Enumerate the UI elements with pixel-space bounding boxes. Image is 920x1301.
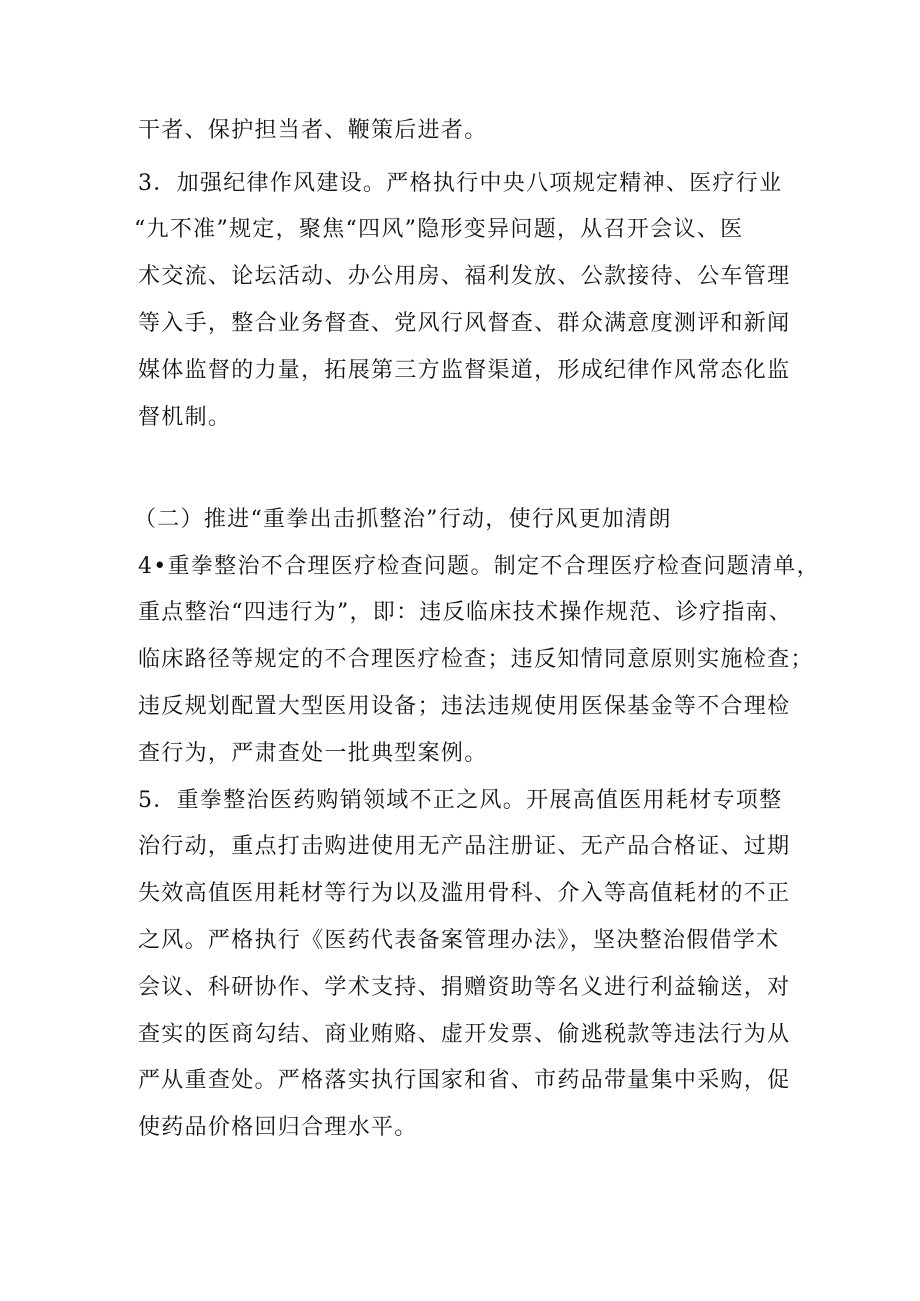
text-line-7: 督机制。: [138, 405, 232, 430]
text-line-10: 重点整治“四违行为”，即：违反临床技术操作规范、诊疗指南、: [138, 600, 793, 625]
text-line-21: 使药品价格回归合理水平。: [138, 1115, 418, 1140]
text-line-1: 干者、保护担当者、鞭策后进者。: [138, 118, 488, 143]
text-line-9: 4•重拳整治不合理医疗检查问题。制定不合理医疗检查问题清单，: [138, 554, 820, 579]
text-line-3: “九不准”规定，聚焦“四风”隐形变异问题，从召开会议、医: [134, 217, 744, 242]
text-line-16: 失效高值医用耗材等行为以及滥用骨科、介入等高值耗材的不正: [138, 881, 791, 906]
text-line-6: 媒体监督的力量，拓展第三方监督渠道，形成纪律作风常态化监: [138, 358, 791, 383]
text-line-18: 会议、科研协作、学术支持、捐赠资助等名义进行利益输送，对: [138, 975, 791, 1000]
text-line-12: 违反规划配置大型医用设备；违法违规使用医保基金等不合理检: [138, 694, 791, 719]
text-line-13: 查行为，严肃查处一批典型案例。: [138, 741, 488, 766]
text-line-4: 术交流、论坛活动、办公用房、福利发放、公款接待、公车管理: [138, 264, 791, 289]
text-line-14: 5．重拳整治医药购销领域不正之风。开展高值医用耗材专项整: [138, 788, 783, 813]
text-line-11: 临床路径等规定的不合理医疗检查；违反知情同意原则实施检查；: [138, 647, 814, 672]
section-heading: （二）推进“重拳出击抓整治”行动，使行风更加清朗: [134, 507, 672, 532]
text-line-15: 治行动，重点打击购进使用无产品注册证、无产品合格证、过期: [138, 834, 791, 859]
text-line-20: 严从重查处。严格落实执行国家和省、市药品带量集中采购，促: [138, 1068, 791, 1093]
text-line-5: 等入手，整合业务督查、党风行风督查、群众满意度测评和新闻: [138, 311, 791, 336]
text-line-17: 之风。严格执行《医药代表备案管理办法》，坚决整治假借学术: [138, 928, 780, 953]
text-line-19: 查实的医商勾结、商业贿赂、虚开发票、偷逃税款等违法行为从: [138, 1022, 791, 1047]
text-line-2: 3．加强纪律作风建设。严格执行中央八项规定精神、医疗行业: [138, 171, 783, 196]
